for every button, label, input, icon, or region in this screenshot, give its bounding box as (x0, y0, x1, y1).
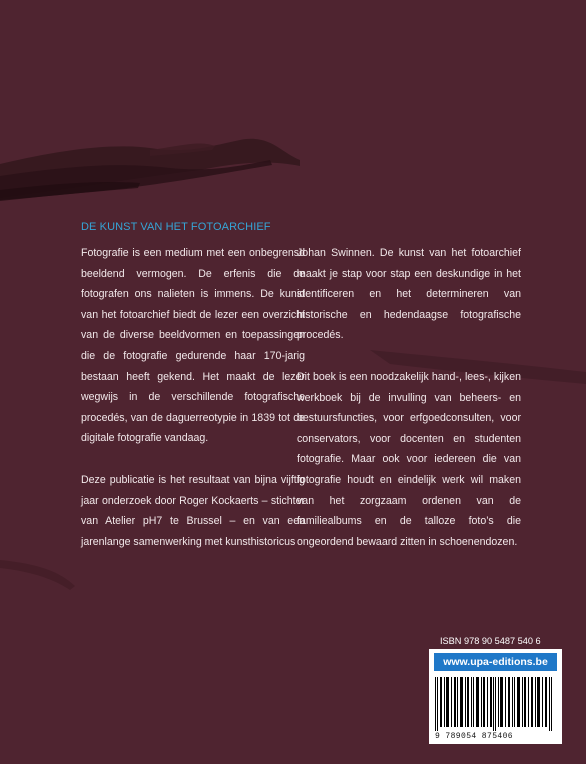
publisher-url: www.upa-editions.be (434, 653, 557, 671)
isbn-label: ISBN 978 90 5487 540 6 (440, 636, 541, 646)
section-heading: DE KUNST VAN HET FOTOARCHIEF (81, 221, 271, 233)
paragraph: Dit boek is een noodzakelijk hand-, lees-, kijken werkboek bij de invulling van beheers- en bestuursfuncties, voor erfgoedconsulten, voor conservators, voor docenten en studenten fotografie. Maar ook voor iedereen die van fotografie houdt en eindelijk werk wil maken van het zorgzaam ordenen van de familiealbums en de talloze foto’s die ongeordend bewaard zitten in schoenendozen. (297, 370, 521, 548)
left-text-column (81, 243, 305, 573)
ean-barcode (433, 677, 558, 731)
barcode-digits: 9 789054 875406 (435, 732, 514, 741)
right-text-column (297, 243, 521, 573)
paragraph: Johan Swinnen. De kunst van het fotoarchief maakt je stap voor stap een deskundige in het identificeren en het determineren van historische en hedendaagse fotografische procedés. (297, 247, 521, 342)
paragraph: Deze publicatie is het resultaat van bijna vijftig jaar onderzoek door Roger Kockaerts – stichter van Atelier pH7 te Brussel – en van een jarenlange samenwerking met kunsthistoricus (81, 473, 305, 548)
paragraph: Fotografie is een medium met een onbegrensd beeldend vermogen. De erfenis die de fotografen ons nalieten is immens. De kunst van het fotoarchief biedt de lezer een overzicht van de diverse beeldvormen en toepassingen die de fotografie gedurende haar 170-jarig bestaan heeft gekend. Het maakt de lezer wegwijs in de verschillende fotografische procedés, van de daguerreotypie in 1839 tot de digitale fotografie vandaag. (81, 247, 305, 445)
barcode-panel (429, 649, 562, 744)
